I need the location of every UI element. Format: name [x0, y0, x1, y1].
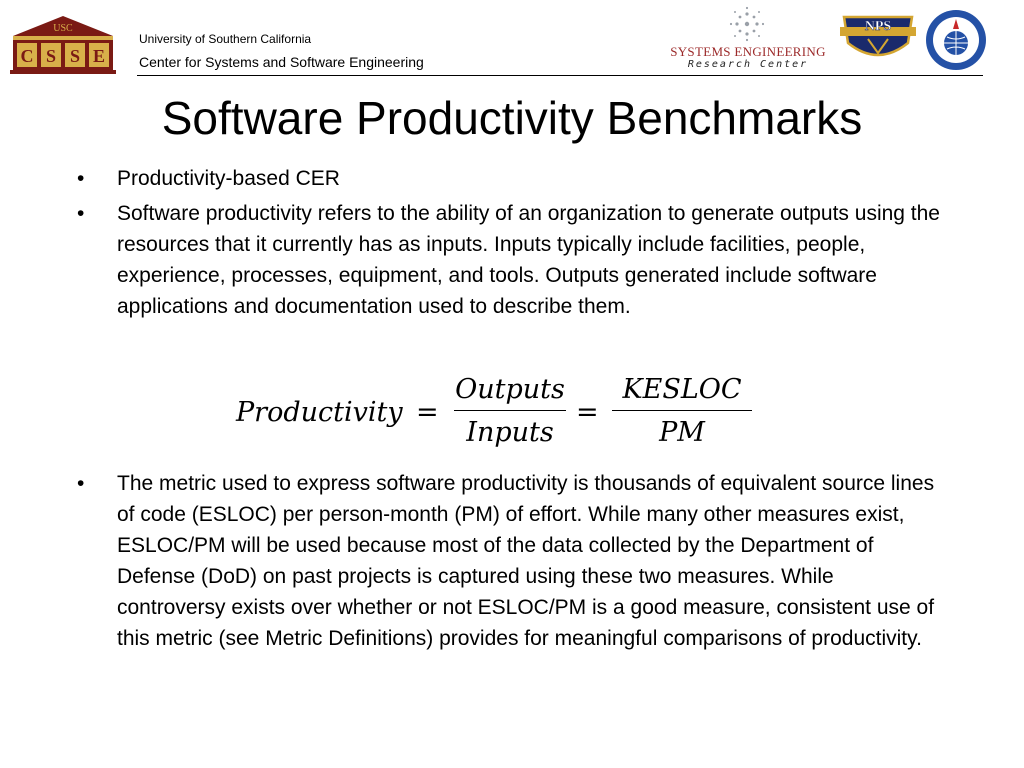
bullet-marker: •	[77, 202, 85, 225]
bullet-item	[77, 198, 957, 353]
formula-denominator: Inputs	[466, 417, 554, 448]
logo-usc-text: USC	[53, 23, 73, 34]
logo-letter-e: E	[92, 46, 106, 66]
logo-letter-s2: S	[69, 46, 81, 66]
nps-logo	[838, 9, 918, 67]
formula-equals: =	[576, 397, 599, 428]
logo-letter-c: C	[20, 46, 34, 66]
university-name: University of Southern California	[139, 32, 312, 46]
header-divider	[137, 75, 983, 76]
usc-csse-logo	[8, 14, 118, 76]
bullet-marker: •	[77, 167, 85, 190]
productivity-formula	[236, 372, 756, 456]
formula-equals: =	[416, 397, 439, 428]
logo-base	[10, 70, 116, 74]
formula-lhs: Productivity	[236, 397, 403, 428]
bullet-item	[77, 468, 957, 716]
nps-logo-text: NPS	[864, 19, 892, 34]
formula-fraction-kesloc-pm	[612, 372, 752, 451]
serc-starburst-icon	[730, 7, 764, 41]
formula-fraction-outputs-inputs	[454, 372, 566, 451]
logo-band	[13, 36, 113, 40]
slide-title: Software Productivity Benchmarks	[161, 92, 863, 144]
fraction-bar	[612, 410, 752, 411]
formula-numerator: Outputs	[455, 374, 565, 405]
bullet-marker: •	[77, 472, 85, 495]
center-name: Center for Systems and Software Engineering	[139, 54, 424, 70]
logo-letter-s1: S	[45, 46, 57, 66]
bullet-text: Productivity-based CER	[117, 167, 340, 190]
bullet-item	[77, 163, 957, 194]
formula-numerator: KESLOC	[622, 374, 742, 405]
bullet-text: The metric used to express software productivity is thousands of equivalent source lines of code (ESLOC) per person-month (PM) of effort. While many other measures exist, ESLOC/PM will be used because most of the data collected by the Department of Defense (DoD) on past projects is captured using these two measures. While controversy exists over whether or not ESLOC/PM is a good measure, consistent use of this metric (see Metric Definitions) provides for meaningful comparisons of productivity.	[117, 472, 935, 650]
serc-name: SYSTEMS ENGINEERING	[670, 44, 826, 59]
serc-subtitle: Research Center	[687, 59, 809, 70]
bullet-text: Software productivity refers to the ability of an organization to generate outputs using the resources that it currently has as inputs. Inputs typically include facilities, people, experience, processes, equipment, and tools. Outputs generated include software applications and documentation used to describe them.	[117, 202, 940, 318]
formula-denominator: PM	[659, 417, 705, 448]
afit-seal-logo	[925, 9, 987, 71]
fraction-bar	[454, 410, 566, 411]
